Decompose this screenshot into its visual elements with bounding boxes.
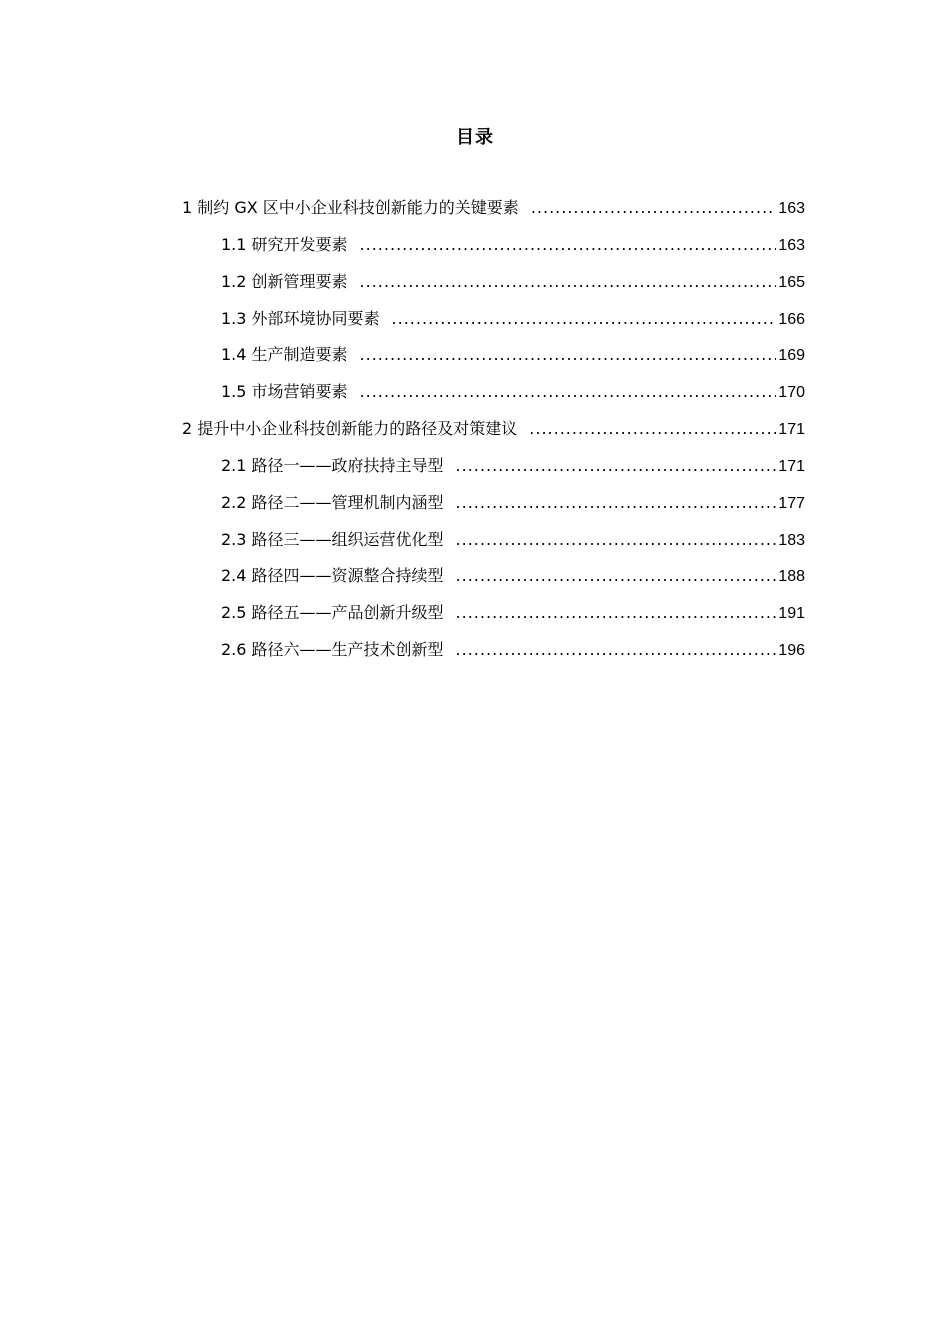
toc-dot-leader (360, 374, 777, 410)
toc-dot-leader (456, 632, 777, 668)
toc-dot-leader (360, 264, 777, 300)
toc-entry-label: 2 提升中小企业科技创新能力的路径及对策建议 (182, 419, 518, 439)
toc-entry[interactable] (182, 301, 805, 338)
toc-entry-label: 2.6 路径六——生产技术创新型 (221, 640, 444, 660)
toc-title: 目录 (456, 127, 494, 148)
toc-dot-leader (529, 411, 776, 447)
toc-entry-label: 2.5 路径五——产品创新升级型 (221, 603, 444, 623)
toc-entry-page: 171 (778, 421, 805, 439)
toc-entry-label: 1.3 外部环境协同要素 (221, 308, 380, 328)
toc-entry-page: 170 (778, 384, 805, 402)
toc-entry[interactable] (182, 190, 805, 227)
toc-dot-leader (456, 522, 777, 558)
toc-entry-label: 2.4 路径四——资源整合持续型 (221, 566, 444, 586)
table-of-contents (182, 190, 805, 669)
toc-entry-page: 171 (778, 457, 805, 475)
toc-entry-page: 169 (778, 347, 805, 365)
toc-entry-label: 1 制约 GX 区中小企业科技创新能力的关键要素 (182, 198, 519, 217)
toc-dot-leader (360, 337, 777, 373)
toc-entry[interactable] (182, 632, 805, 669)
toc-entry-label: 1.1 研究开发要素 (221, 234, 348, 254)
toc-dot-leader (456, 595, 777, 631)
toc-entry-label: 2.2 路径二——管理机制内涵型 (221, 492, 444, 512)
toc-entry[interactable] (182, 448, 805, 485)
toc-entry-label: 1.5 市场营销要素 (221, 382, 348, 402)
toc-entry[interactable] (182, 411, 805, 448)
toc-entry-page: 163 (778, 200, 805, 217)
toc-entry-page: 163 (778, 236, 805, 254)
toc-entry-label: 1.4 生产制造要素 (221, 345, 348, 365)
toc-entry[interactable] (182, 522, 805, 559)
toc-dot-leader (392, 301, 777, 337)
toc-dot-leader (456, 485, 777, 521)
toc-dot-leader (531, 190, 776, 226)
toc-entry[interactable] (182, 227, 805, 264)
toc-dot-leader (456, 448, 777, 484)
toc-entry-page: 183 (778, 531, 805, 549)
toc-entry[interactable] (182, 374, 805, 411)
toc-entry-page: 165 (778, 273, 805, 291)
toc-entry-label: 2.1 路径一——政府扶持主导型 (221, 455, 444, 475)
toc-entry[interactable] (182, 337, 805, 374)
toc-entry[interactable] (182, 485, 805, 522)
toc-entry[interactable] (182, 595, 805, 632)
toc-entry-page: 177 (778, 494, 805, 512)
toc-entry-label: 1.2 创新管理要素 (221, 271, 348, 291)
toc-entry[interactable] (182, 264, 805, 301)
toc-entry-page: 166 (778, 310, 805, 328)
toc-entry-page: 191 (778, 605, 805, 623)
toc-dot-leader (360, 227, 777, 263)
toc-dot-leader (456, 558, 777, 594)
toc-entry-label: 2.3 路径三——组织运营优化型 (221, 529, 444, 549)
toc-entry[interactable] (182, 558, 805, 595)
toc-entry-page: 188 (778, 568, 805, 586)
toc-entry-page: 196 (778, 642, 805, 660)
